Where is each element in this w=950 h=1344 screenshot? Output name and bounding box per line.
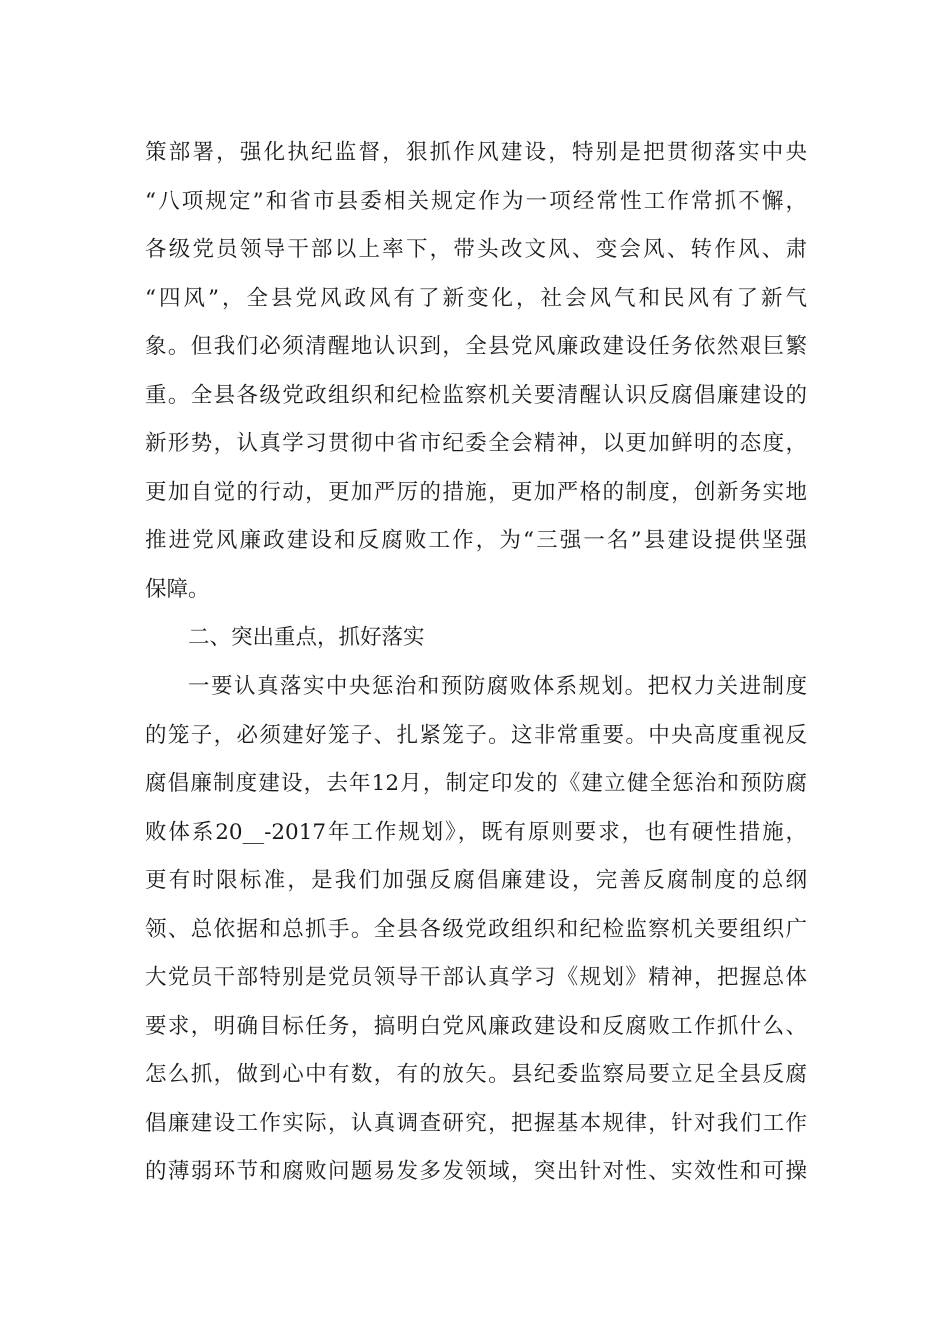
text-line: 的笼子，必须建好笼子、扎紧笼子。这非常重要。中央高度重视反 <box>145 722 807 748</box>
section-heading: 二、突出重点，抓好落实 <box>188 625 425 651</box>
text-line: “四风”，全县党风政风有了新变化，社会风气和民风有了新气 <box>145 285 807 311</box>
text-line: 腐倡廉制度建设，去年12月，制定印发的《建立健全惩治和预防腐 <box>145 771 807 797</box>
text-line: 推进党风廉政建设和反腐败工作，为“三强一名”县建设提供坚强 <box>145 528 807 554</box>
text-line: 更有时限标准，是我们加强反腐倡廉建设，完善反腐制度的总纲 <box>145 868 807 894</box>
text-line: 各级党员领导干部以上率下，带头改文风、变会风、转作风、肃 <box>145 237 807 263</box>
paragraph-first-line: 一要认真落实中央惩治和预防腐败体系规划。把权力关进制度 <box>188 674 807 700</box>
text-line: 新形势，认真学习贯彻中省市纪委全会精神，以更加鲜明的态度， <box>145 431 807 457</box>
text-line: 怎么抓，做到心中有数，有的放矢。县纪委监察局要立足全县反腐 <box>145 1062 807 1088</box>
text-line: 大党员干部特别是党员领导干部认真学习《规划》精神，把握总体 <box>145 965 807 991</box>
paragraph-end-line: 保障。 <box>145 576 210 602</box>
text-line: 策部署，强化执纪监督，狠抓作风建设，特别是把贯彻落实中央 <box>145 140 807 165</box>
text-line: “八项规定”和省市县委相关规定作为一项经常性工作常抓不懈， <box>145 188 807 214</box>
text-line: 的薄弱环节和腐败问题易发多发领域，突出针对性、实效性和可操 <box>145 1159 807 1185</box>
text-line: 重。全县各级党政组织和纪检监察机关要清醒认识反腐倡廉建设的 <box>145 382 807 408</box>
body-text <box>145 129 807 1197</box>
text-line: 象。但我们必须清醒地认识到，全县党风廉政建设任务依然艰巨繁 <box>145 334 807 360</box>
text-line: 倡廉建设工作实际，认真调查研究，把握基本规律，针对我们工作 <box>145 1110 807 1136</box>
text-line: 败体系20__-2017年工作规划》，既有原则要求，也有硬性措施， <box>145 819 807 845</box>
text-line: 要求，明确目标任务，搞明白党风廉政建设和反腐败工作抓什么、 <box>145 1013 807 1039</box>
text-line: 领、总依据和总抓手。全县各级党政组织和纪检监察机关要组织广 <box>145 916 807 942</box>
text-line: 更加自觉的行动，更加严厉的措施，更加严格的制度，创新务实地 <box>145 479 807 505</box>
